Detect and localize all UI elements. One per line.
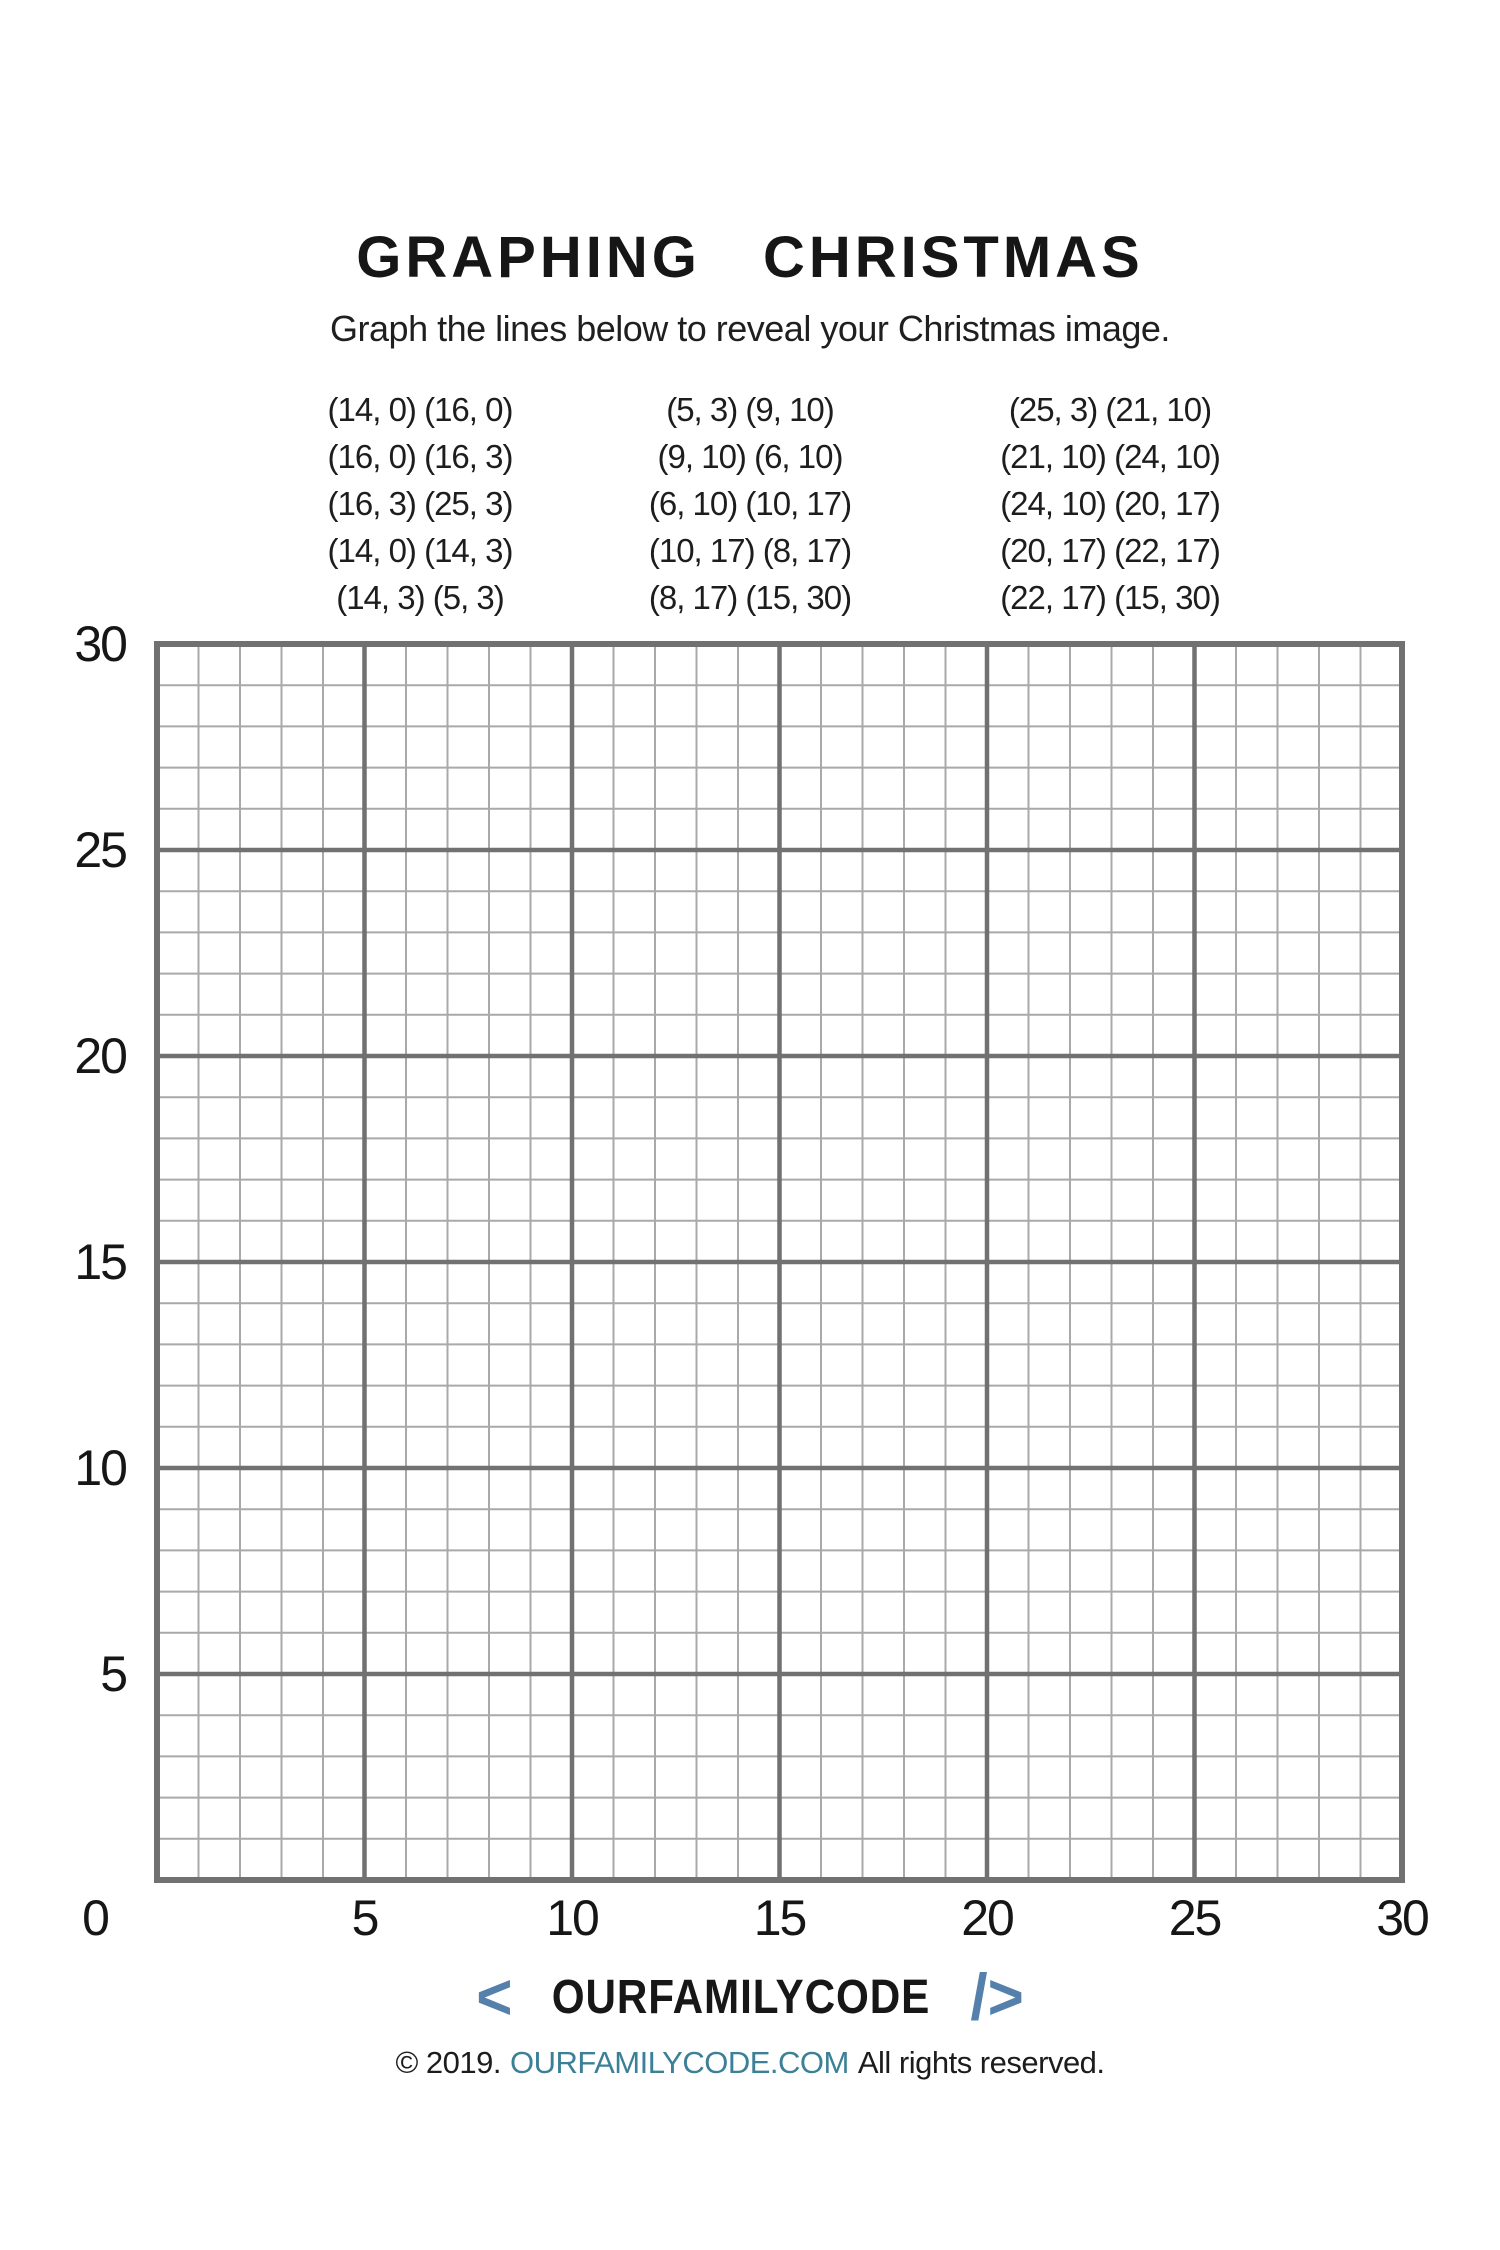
graph-grid — [154, 641, 1405, 1883]
origin-label: 0 — [82, 1890, 110, 1946]
left-angle-bracket-icon: < — [476, 1961, 513, 2034]
coordinate-pair-line: (21, 10) (24, 10) — [1000, 438, 1220, 475]
y-axis-tick-label: 20 — [74, 1028, 126, 1084]
y-axis-tick-label: 30 — [74, 616, 126, 672]
coordinate-pair-line: (5, 3) (9, 10) — [666, 391, 834, 428]
x-axis-tick-label: 10 — [546, 1890, 598, 1946]
coordinate-pair-line: (14, 3) (5, 3) — [336, 579, 504, 616]
y-axis-tick-label: 10 — [74, 1440, 126, 1496]
coordinate-pair-line: (8, 17) (15, 30) — [648, 579, 852, 616]
coordinate-pair-line: (22, 17) (15, 30) — [1000, 579, 1220, 616]
coordinate-pair-line: (25, 3) (21, 10) — [1008, 391, 1212, 428]
x-axis-tick-label: 25 — [1168, 1890, 1221, 1946]
y-axis-tick-label: 5 — [100, 1646, 126, 1702]
x-axis-tick-label: 30 — [1376, 1890, 1428, 1946]
page-title: GRAPHING CHRISTMAS — [356, 225, 1144, 290]
coordinate-pair-line: (16, 3) (25, 3) — [327, 485, 513, 522]
coordinate-column-3 — [950, 386, 1270, 621]
copyright-prefix: © 2019. — [395, 2045, 501, 2080]
y-axis-tick-label: 15 — [74, 1234, 126, 1290]
coordinate-column-1 — [260, 386, 580, 621]
copyright-site-link: OURFAMILYCODE.COM — [509, 2045, 849, 2080]
coordinate-pair-line: (10, 17) (8, 17) — [648, 532, 852, 569]
coordinate-pair-line: (14, 0) (16, 0) — [327, 391, 513, 428]
x-axis-tick-label: 15 — [753, 1890, 806, 1946]
y-axis-tick-label: 25 — [74, 822, 126, 878]
coordinate-pair-line: (16, 0) (16, 3) — [327, 438, 513, 475]
coordinate-list — [0, 386, 1500, 626]
coordinate-pair-line: (14, 0) (14, 3) — [327, 532, 513, 569]
page-subtitle: Graph the lines below to reveal your Christmas image. — [330, 308, 1170, 349]
copyright-suffix: All rights reserved. — [857, 2045, 1105, 2080]
logo-text: OURFAMILYCODE — [552, 1971, 931, 2024]
logo — [0, 1962, 1500, 2034]
coordinate-column-2 — [590, 386, 910, 621]
coordinate-pair-line: (9, 10) (6, 10) — [657, 438, 843, 475]
coordinate-pair-line: (20, 17) (22, 17) — [1000, 532, 1220, 569]
right-angle-bracket-slash-icon: /> — [970, 1961, 1024, 2034]
copyright-line — [0, 2042, 1500, 2084]
coordinate-pair-line: (6, 10) (10, 17) — [648, 485, 852, 522]
x-axis-tick-label: 5 — [351, 1890, 378, 1946]
x-axis-tick-label: 20 — [961, 1890, 1013, 1946]
coordinate-pair-line: (24, 10) (20, 17) — [1000, 485, 1220, 522]
